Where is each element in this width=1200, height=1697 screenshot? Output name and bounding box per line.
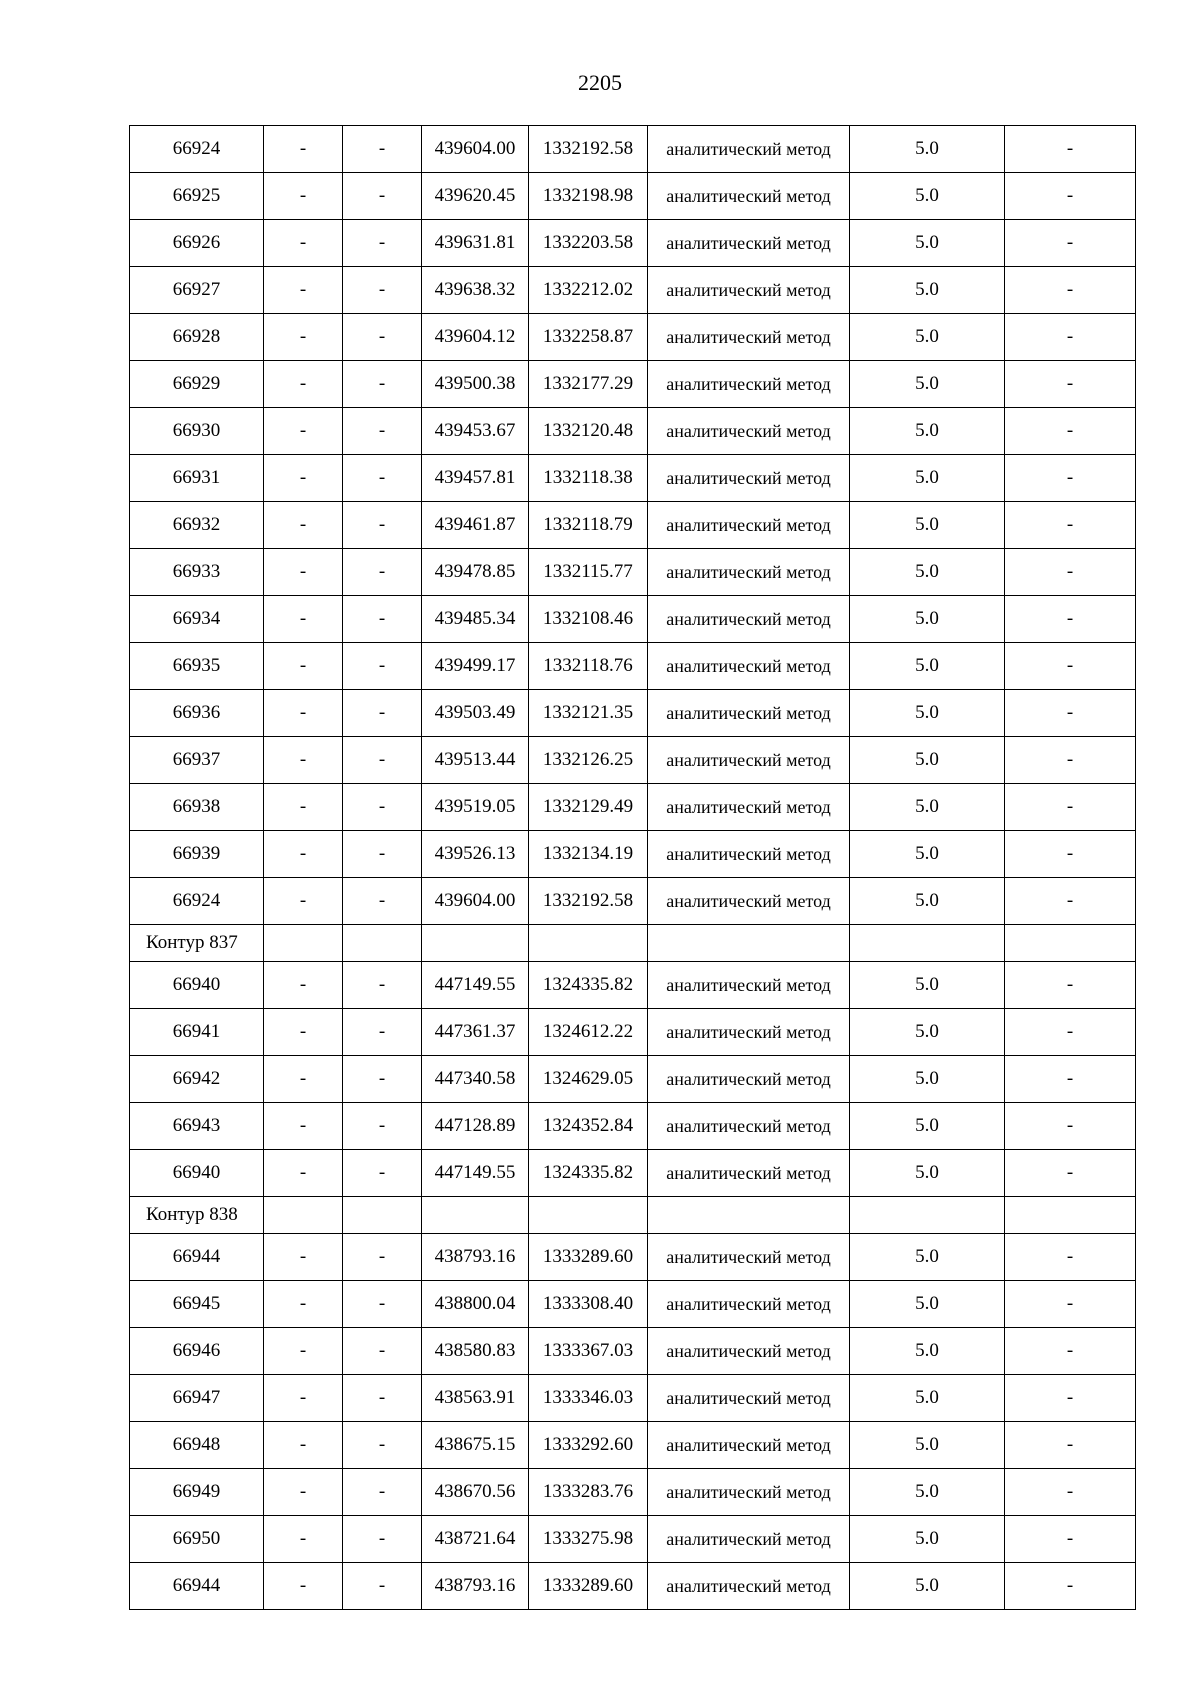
method-cell: аналитический метод [648,173,850,220]
point-id-cell: 66931 [130,455,264,502]
coordinate-x-cell: 439631.81 [422,220,529,267]
method-cell: аналитический метод [648,1281,850,1328]
coordinate-y-cell: 1333289.60 [529,1563,648,1610]
coordinate-x-cell: 439638.32 [422,267,529,314]
point-id-cell: 66949 [130,1469,264,1516]
point-id-cell: 66933 [130,549,264,596]
empty-value-cell: - [1005,126,1136,173]
empty-value-cell: - [343,1009,422,1056]
empty-value-cell: - [264,1009,343,1056]
table-body [130,126,1136,1610]
empty-value-cell: - [343,1234,422,1281]
accuracy-cell: 5.0 [850,737,1005,784]
empty-value-cell: - [264,455,343,502]
empty-value-cell: - [343,596,422,643]
coordinate-x-cell: 438670.56 [422,1469,529,1516]
table-row [130,361,1136,408]
accuracy-cell: 5.0 [850,1103,1005,1150]
empty-cell [850,925,1005,962]
table-row [130,643,1136,690]
empty-value-cell: - [343,1563,422,1610]
table-row [130,1234,1136,1281]
accuracy-cell: 5.0 [850,1281,1005,1328]
empty-value-cell: - [1005,361,1136,408]
empty-value-cell: - [1005,1234,1136,1281]
point-id-cell: 66924 [130,878,264,925]
empty-cell [422,1197,529,1234]
accuracy-cell: 5.0 [850,596,1005,643]
point-id-cell: 66944 [130,1563,264,1610]
empty-value-cell: - [1005,1516,1136,1563]
coordinate-x-cell: 447340.58 [422,1056,529,1103]
empty-value-cell: - [1005,267,1136,314]
empty-value-cell: - [343,831,422,878]
empty-value-cell: - [264,1563,343,1610]
accuracy-cell: 5.0 [850,643,1005,690]
empty-cell [422,925,529,962]
empty-value-cell: - [264,1516,343,1563]
table-row [130,549,1136,596]
method-cell: аналитический метод [648,267,850,314]
contour-label: Контур 838 [130,1197,264,1234]
coordinate-y-cell: 1324612.22 [529,1009,648,1056]
empty-value-cell: - [264,784,343,831]
empty-value-cell: - [1005,314,1136,361]
empty-value-cell: - [343,737,422,784]
method-cell: аналитический метод [648,690,850,737]
accuracy-cell: 5.0 [850,1375,1005,1422]
empty-value-cell: - [264,1422,343,1469]
coordinate-x-cell: 439485.34 [422,596,529,643]
coordinate-x-cell: 438580.83 [422,1328,529,1375]
accuracy-cell: 5.0 [850,455,1005,502]
accuracy-cell: 5.0 [850,408,1005,455]
method-cell: аналитический метод [648,831,850,878]
method-cell: аналитический метод [648,737,850,784]
empty-value-cell: - [1005,737,1136,784]
table-row [130,1563,1136,1610]
accuracy-cell: 5.0 [850,831,1005,878]
empty-value-cell: - [343,549,422,596]
table-row [130,455,1136,502]
coordinate-x-cell: 438563.91 [422,1375,529,1422]
method-cell: аналитический метод [648,314,850,361]
empty-value-cell: - [343,878,422,925]
empty-value-cell: - [264,1056,343,1103]
accuracy-cell: 5.0 [850,1150,1005,1197]
empty-value-cell: - [264,737,343,784]
coordinate-y-cell: 1324629.05 [529,1056,648,1103]
empty-value-cell: - [343,1103,422,1150]
coordinate-x-cell: 438721.64 [422,1516,529,1563]
point-id-cell: 66936 [130,690,264,737]
coordinate-y-cell: 1332203.58 [529,220,648,267]
method-cell: аналитический метод [648,502,850,549]
empty-value-cell: - [1005,173,1136,220]
point-id-cell: 66934 [130,596,264,643]
table-row [130,1150,1136,1197]
method-cell: аналитический метод [648,361,850,408]
empty-value-cell: - [264,831,343,878]
point-id-cell: 66943 [130,1103,264,1150]
point-id-cell: 66948 [130,1422,264,1469]
empty-value-cell: - [343,1469,422,1516]
accuracy-cell: 5.0 [850,549,1005,596]
point-id-cell: 66937 [130,737,264,784]
empty-value-cell: - [1005,549,1136,596]
point-id-cell: 66944 [130,1234,264,1281]
empty-value-cell: - [1005,784,1136,831]
method-cell: аналитический метод [648,455,850,502]
accuracy-cell: 5.0 [850,267,1005,314]
empty-value-cell: - [1005,1563,1136,1610]
empty-value-cell: - [343,408,422,455]
empty-value-cell: - [264,1469,343,1516]
method-cell: аналитический метод [648,784,850,831]
empty-value-cell: - [343,1375,422,1422]
empty-value-cell: - [343,1281,422,1328]
coordinate-x-cell: 439513.44 [422,737,529,784]
point-id-cell: 66938 [130,784,264,831]
empty-value-cell: - [343,1516,422,1563]
coordinate-y-cell: 1332177.29 [529,361,648,408]
empty-value-cell: - [264,126,343,173]
method-cell: аналитический метод [648,596,850,643]
point-id-cell: 66930 [130,408,264,455]
method-cell: аналитический метод [648,1103,850,1150]
point-id-cell: 66929 [130,361,264,408]
accuracy-cell: 5.0 [850,1516,1005,1563]
empty-cell [343,1197,422,1234]
empty-value-cell: - [264,220,343,267]
table-row [130,126,1136,173]
method-cell: аналитический метод [648,126,850,173]
empty-value-cell: - [1005,878,1136,925]
empty-value-cell: - [264,643,343,690]
coordinate-y-cell: 1333283.76 [529,1469,648,1516]
empty-value-cell: - [264,314,343,361]
empty-cell [850,1197,1005,1234]
empty-value-cell: - [343,962,422,1009]
empty-cell [529,1197,648,1234]
point-id-cell: 66926 [130,220,264,267]
coordinate-x-cell: 439620.45 [422,173,529,220]
empty-value-cell: - [343,455,422,502]
table-row [130,690,1136,737]
coordinate-y-cell: 1332212.02 [529,267,648,314]
empty-value-cell: - [343,1150,422,1197]
empty-value-cell: - [343,1328,422,1375]
empty-value-cell: - [343,267,422,314]
contour-label: Контур 837 [130,925,264,962]
empty-value-cell: - [1005,455,1136,502]
coordinate-x-cell: 439604.12 [422,314,529,361]
empty-cell [264,1197,343,1234]
coordinate-x-cell: 439500.38 [422,361,529,408]
empty-value-cell: - [343,690,422,737]
accuracy-cell: 5.0 [850,1469,1005,1516]
method-cell: аналитический метод [648,1328,850,1375]
coordinate-x-cell: 438675.15 [422,1422,529,1469]
empty-value-cell: - [1005,1009,1136,1056]
point-id-cell: 66939 [130,831,264,878]
accuracy-cell: 5.0 [850,220,1005,267]
empty-value-cell: - [264,408,343,455]
table-row [130,502,1136,549]
coordinate-x-cell: 439503.49 [422,690,529,737]
empty-value-cell: - [264,267,343,314]
empty-value-cell: - [264,1150,343,1197]
table-row [130,314,1136,361]
empty-cell [1005,1197,1136,1234]
point-id-cell: 66924 [130,126,264,173]
coordinate-y-cell: 1332126.25 [529,737,648,784]
empty-value-cell: - [343,361,422,408]
table-row [130,596,1136,643]
method-cell: аналитический метод [648,962,850,1009]
empty-cell [648,925,850,962]
accuracy-cell: 5.0 [850,690,1005,737]
empty-value-cell: - [264,1281,343,1328]
empty-value-cell: - [343,1422,422,1469]
table-row [130,1009,1136,1056]
coordinates-table [129,125,1136,1610]
coordinate-y-cell: 1332192.58 [529,878,648,925]
empty-value-cell: - [343,784,422,831]
empty-value-cell: - [1005,1281,1136,1328]
empty-value-cell: - [1005,643,1136,690]
coordinate-y-cell: 1332118.38 [529,455,648,502]
coordinate-y-cell: 1332118.76 [529,643,648,690]
coordinate-y-cell: 1333346.03 [529,1375,648,1422]
table-row [130,267,1136,314]
table-row [130,408,1136,455]
coordinate-x-cell: 439453.67 [422,408,529,455]
method-cell: аналитический метод [648,1469,850,1516]
empty-cell [343,925,422,962]
accuracy-cell: 5.0 [850,361,1005,408]
method-cell: аналитический метод [648,1563,850,1610]
empty-value-cell: - [1005,1150,1136,1197]
coordinate-x-cell: 438800.04 [422,1281,529,1328]
point-id-cell: 66941 [130,1009,264,1056]
table-row [130,878,1136,925]
coordinate-y-cell: 1332115.77 [529,549,648,596]
accuracy-cell: 5.0 [850,173,1005,220]
table-row [130,962,1136,1009]
empty-value-cell: - [1005,690,1136,737]
table-row [130,1328,1136,1375]
method-cell: аналитический метод [648,1150,850,1197]
table-row [130,173,1136,220]
empty-value-cell: - [264,173,343,220]
empty-value-cell: - [264,549,343,596]
point-id-cell: 66928 [130,314,264,361]
accuracy-cell: 5.0 [850,126,1005,173]
empty-value-cell: - [1005,220,1136,267]
empty-value-cell: - [343,173,422,220]
empty-value-cell: - [1005,1103,1136,1150]
coordinate-y-cell: 1332134.19 [529,831,648,878]
table-row [130,784,1136,831]
coordinate-y-cell: 1333292.60 [529,1422,648,1469]
empty-value-cell: - [1005,1056,1136,1103]
empty-cell [648,1197,850,1234]
empty-value-cell: - [343,314,422,361]
coordinate-y-cell: 1332129.49 [529,784,648,831]
point-id-cell: 66950 [130,1516,264,1563]
coordinate-y-cell: 1333289.60 [529,1234,648,1281]
point-id-cell: 66945 [130,1281,264,1328]
contour-header-row [130,1197,1136,1234]
table-row [130,1056,1136,1103]
accuracy-cell: 5.0 [850,1328,1005,1375]
coordinate-y-cell: 1324335.82 [529,962,648,1009]
method-cell: аналитический метод [648,1009,850,1056]
empty-value-cell: - [264,690,343,737]
coordinate-y-cell: 1332121.35 [529,690,648,737]
coordinate-x-cell: 439499.17 [422,643,529,690]
empty-value-cell: - [1005,962,1136,1009]
table-row [130,1103,1136,1150]
empty-value-cell: - [343,502,422,549]
table-row [130,220,1136,267]
coordinate-x-cell: 439478.85 [422,549,529,596]
accuracy-cell: 5.0 [850,502,1005,549]
empty-value-cell: - [343,643,422,690]
empty-value-cell: - [1005,596,1136,643]
point-id-cell: 66932 [130,502,264,549]
table-row [130,1516,1136,1563]
coordinate-x-cell: 447361.37 [422,1009,529,1056]
accuracy-cell: 5.0 [850,878,1005,925]
empty-value-cell: - [343,220,422,267]
empty-value-cell: - [264,596,343,643]
empty-value-cell: - [1005,502,1136,549]
accuracy-cell: 5.0 [850,314,1005,361]
coordinate-y-cell: 1332108.46 [529,596,648,643]
coordinate-y-cell: 1332118.79 [529,502,648,549]
table-row [130,1281,1136,1328]
coordinate-y-cell: 1324335.82 [529,1150,648,1197]
empty-value-cell: - [1005,1375,1136,1422]
empty-value-cell: - [264,1375,343,1422]
empty-value-cell: - [264,502,343,549]
coordinate-x-cell: 439604.00 [422,126,529,173]
empty-cell [1005,925,1136,962]
point-id-cell: 66947 [130,1375,264,1422]
contour-header-row [130,925,1136,962]
empty-cell [264,925,343,962]
method-cell: аналитический метод [648,549,850,596]
empty-cell [529,925,648,962]
table-row [130,831,1136,878]
method-cell: аналитический метод [648,878,850,925]
coordinate-x-cell: 439519.05 [422,784,529,831]
point-id-cell: 66925 [130,173,264,220]
empty-value-cell: - [1005,408,1136,455]
method-cell: аналитический метод [648,220,850,267]
method-cell: аналитический метод [648,1516,850,1563]
coordinate-x-cell: 438793.16 [422,1234,529,1281]
coordinate-y-cell: 1333275.98 [529,1516,648,1563]
coordinate-y-cell: 1332192.58 [529,126,648,173]
empty-value-cell: - [1005,1328,1136,1375]
table-row [130,1375,1136,1422]
point-id-cell: 66942 [130,1056,264,1103]
empty-value-cell: - [1005,1469,1136,1516]
point-id-cell: 66927 [130,267,264,314]
empty-value-cell: - [264,1328,343,1375]
accuracy-cell: 5.0 [850,1234,1005,1281]
accuracy-cell: 5.0 [850,1009,1005,1056]
page-number: 2205 [578,70,622,95]
point-id-cell: 66935 [130,643,264,690]
method-cell: аналитический метод [648,643,850,690]
table-row [130,1422,1136,1469]
empty-value-cell: - [264,878,343,925]
accuracy-cell: 5.0 [850,1056,1005,1103]
empty-value-cell: - [1005,1422,1136,1469]
coordinate-y-cell: 1333367.03 [529,1328,648,1375]
method-cell: аналитический метод [648,1422,850,1469]
empty-value-cell: - [343,1056,422,1103]
coordinate-y-cell: 1332198.98 [529,173,648,220]
method-cell: аналитический метод [648,1234,850,1281]
table-row [130,737,1136,784]
point-id-cell: 66946 [130,1328,264,1375]
coordinate-x-cell: 438793.16 [422,1563,529,1610]
empty-value-cell: - [264,962,343,1009]
coordinate-y-cell: 1333308.40 [529,1281,648,1328]
coordinate-x-cell: 439526.13 [422,831,529,878]
coordinate-x-cell: 447128.89 [422,1103,529,1150]
coordinate-y-cell: 1324352.84 [529,1103,648,1150]
coordinate-x-cell: 439457.81 [422,455,529,502]
method-cell: аналитический метод [648,1056,850,1103]
method-cell: аналитический метод [648,408,850,455]
coordinate-x-cell: 447149.55 [422,1150,529,1197]
accuracy-cell: 5.0 [850,1422,1005,1469]
table-row [130,1469,1136,1516]
accuracy-cell: 5.0 [850,784,1005,831]
coordinate-y-cell: 1332258.87 [529,314,648,361]
accuracy-cell: 5.0 [850,962,1005,1009]
coordinate-x-cell: 439461.87 [422,502,529,549]
accuracy-cell: 5.0 [850,1563,1005,1610]
coordinate-x-cell: 447149.55 [422,962,529,1009]
empty-value-cell: - [264,1103,343,1150]
empty-value-cell: - [1005,831,1136,878]
coordinate-x-cell: 439604.00 [422,878,529,925]
method-cell: аналитический метод [648,1375,850,1422]
empty-value-cell: - [343,126,422,173]
empty-value-cell: - [264,1234,343,1281]
empty-value-cell: - [264,361,343,408]
point-id-cell: 66940 [130,962,264,1009]
coordinate-y-cell: 1332120.48 [529,408,648,455]
point-id-cell: 66940 [130,1150,264,1197]
